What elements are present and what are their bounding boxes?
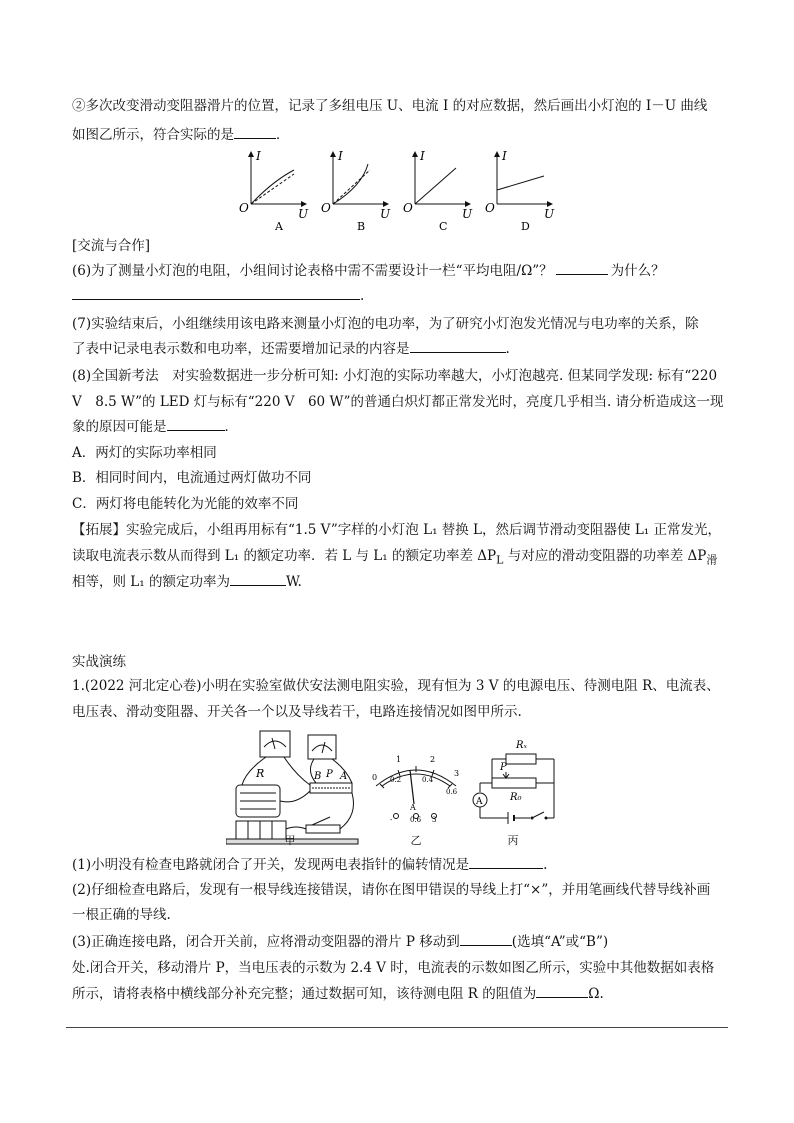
q2-line1: ②多次改变滑动变阻器滑片的位置，记录了多组电压 U、电流 I 的对应数据，然后画出小灯泡的 I－U 曲线 (72, 98, 708, 114)
extension-line2: 读取电流表示数从而得到 L₁ 的额定功率．若 L 与 L₁ 的额定功率差 $\Delta P_L$ 与对应的滑动变阻器的功率差 $\Delta P_滑$ (72, 548, 718, 567)
svg-text:I: I (420, 149, 425, 163)
graph-b (321, 149, 391, 233)
q8-option-b: B．相同时间内，电流通过两灯做功不同 (72, 470, 312, 486)
answer-blank[interactable] (230, 573, 286, 586)
sub3-line3: 所示，请将表格中横线部分补充完整；通过数据可知，该待测电阻 R 的阻值为 Ω. (72, 986, 604, 1002)
q8-line1: (8)全国新考法 对实验数据进一步分析可知: 小灯泡的实际功率越大，小灯泡越亮. 但某同学发现: 标有“220 (72, 368, 718, 384)
graph-d (485, 149, 555, 233)
svg-text:O: O (485, 201, 495, 215)
svg-text:0.6: 0.6 (410, 816, 422, 822)
svg-text:3: 3 (454, 769, 460, 778)
svg-text:U: U (462, 207, 473, 221)
svg-text:I: I (256, 149, 261, 163)
svg-text:R₀: R₀ (510, 792, 522, 803)
answer-blank[interactable] (167, 418, 225, 431)
svg-text:P: P (500, 762, 507, 773)
answer-blank[interactable] (410, 340, 506, 353)
svg-text:B: B (314, 771, 322, 782)
svg-text:I: I (502, 149, 507, 163)
answer-blank[interactable] (469, 856, 543, 869)
svg-text:P: P (326, 769, 333, 780)
figure-bing-circuit (472, 734, 564, 830)
svg-text:O: O (239, 201, 249, 215)
svg-text:A: A (476, 797, 483, 807)
svg-text:O: O (403, 201, 413, 215)
svg-text:U: U (298, 207, 309, 221)
q6-line2: . (72, 287, 364, 305)
q8-line2: V 8.5 W”的 LED 灯与标有“220 V 60 W”的普通白炽灯都正常发光时，亮度几乎相当. 请分析造成这一现 (72, 394, 724, 410)
extension-line1: 【拓展】实验完成后，小组再用标有“1.5 V”字样的小灯泡 L₁ 替换 L，然后调节滑动变阻器使 L₁ 正常发光， (72, 522, 721, 538)
graph-c (403, 149, 473, 233)
answer-blank[interactable] (72, 287, 360, 300)
q7-line1: (7)实验结束后，小组继续用该电路来测量小灯泡的电功率，为了研究小灯泡发光情况与电功率的关系，除 (72, 316, 699, 332)
sub3-line1: (3)正确连接电路，闭合开关前，应将滑动变阻器的滑片 P 移动到 (选填“A”或“B”) (72, 934, 609, 950)
fig-label-yi: 乙 (410, 834, 422, 847)
q8-option-a: A．两灯的实际功率相同 (72, 445, 217, 461)
answer-blank[interactable] (234, 126, 276, 139)
graph-a (239, 149, 309, 233)
svg-text:I: I (338, 149, 343, 163)
svg-text:1: 1 (396, 755, 402, 764)
q7-line2: 了表中记录电表示数和电功率，还需要增加记录的内容是 . (72, 341, 510, 357)
figure-yi-ammeter (370, 750, 462, 822)
svg-text:D: D (521, 220, 530, 233)
svg-text:U: U (544, 207, 555, 221)
q6-line1: (6)为了测量小灯泡的电阻，小组间讨论表格中需不需要设计一栏“平均电阻/Ω”？ 为什么？ (72, 263, 665, 279)
q8-option-c: C．两灯将电能转化为光能的效率不同 (72, 496, 299, 512)
footer-rule (66, 1027, 728, 1028)
practice-heading: 实战演练 (72, 654, 126, 670)
q8-line3: 象的原因可能是 ． (72, 419, 238, 435)
q2-line2: 如图乙所示，符合实际的是 ． (72, 127, 290, 143)
sub2-line2: 一根正确的导线. (72, 907, 171, 923)
fig-label-bing: 丙 (507, 834, 519, 847)
figure-jia-apparatus (226, 725, 366, 847)
svg-text:A: A (275, 220, 283, 233)
svg-text:0.2: 0.2 (390, 776, 402, 784)
answer-blank[interactable] (556, 262, 608, 275)
svg-text:B: B (357, 220, 366, 233)
svg-text:Rₓ: Rₓ (516, 740, 528, 751)
label-r: R (256, 767, 265, 780)
svg-text:0.4: 0.4 (422, 776, 434, 784)
svg-text:A: A (410, 803, 416, 812)
svg-text:2: 2 (430, 755, 436, 764)
iu-graphs (228, 146, 568, 234)
svg-text:O: O (321, 201, 331, 215)
svg-text:C: C (439, 220, 448, 233)
svg-text:A: A (340, 771, 348, 782)
answer-blank[interactable] (536, 985, 588, 998)
practice-q1-line2: 电压表、滑动变阻器、开关各一个以及导线若干，电路连接情况如图甲所示. (72, 704, 522, 720)
q2-text: 如图乙所示，符合实际的是 (72, 127, 234, 143)
answer-blank[interactable] (460, 933, 512, 946)
section-exchange: [交流与合作] (72, 238, 151, 254)
svg-text:-: - (390, 816, 393, 822)
sub1-line: (1)小明没有检查电路就闭合了开关，发现两电表指针的偏转情况是 . (72, 857, 548, 873)
svg-text:0.6: 0.6 (446, 788, 458, 796)
practice-q1-line1: 1.(2022 河北定心卷)小明在实验室做伏安法测电阻实验，现有恒为 3 V 的电源电压、待测电阻 R、电流表、 (72, 678, 720, 694)
fig-label-jia: 甲 (284, 834, 296, 847)
extension-line3: 相等，则 L₁ 的额定功率为 W. (72, 574, 302, 590)
sub2-line1: (2)仔细检查电路后，发现有一根导线连接错误，请你在图甲错误的导线上打“×”，并用笔画线代替导线补画 (72, 882, 711, 898)
sub3-line2: 处.闭合开关，移动滑片 P，当电压表的示数为 2.4 V 时，电流表的示数如图乙所示，实验中其他数据如表格 (72, 960, 715, 976)
svg-text:0: 0 (372, 773, 378, 782)
svg-text:3: 3 (432, 816, 437, 822)
svg-text:U: U (380, 207, 391, 221)
